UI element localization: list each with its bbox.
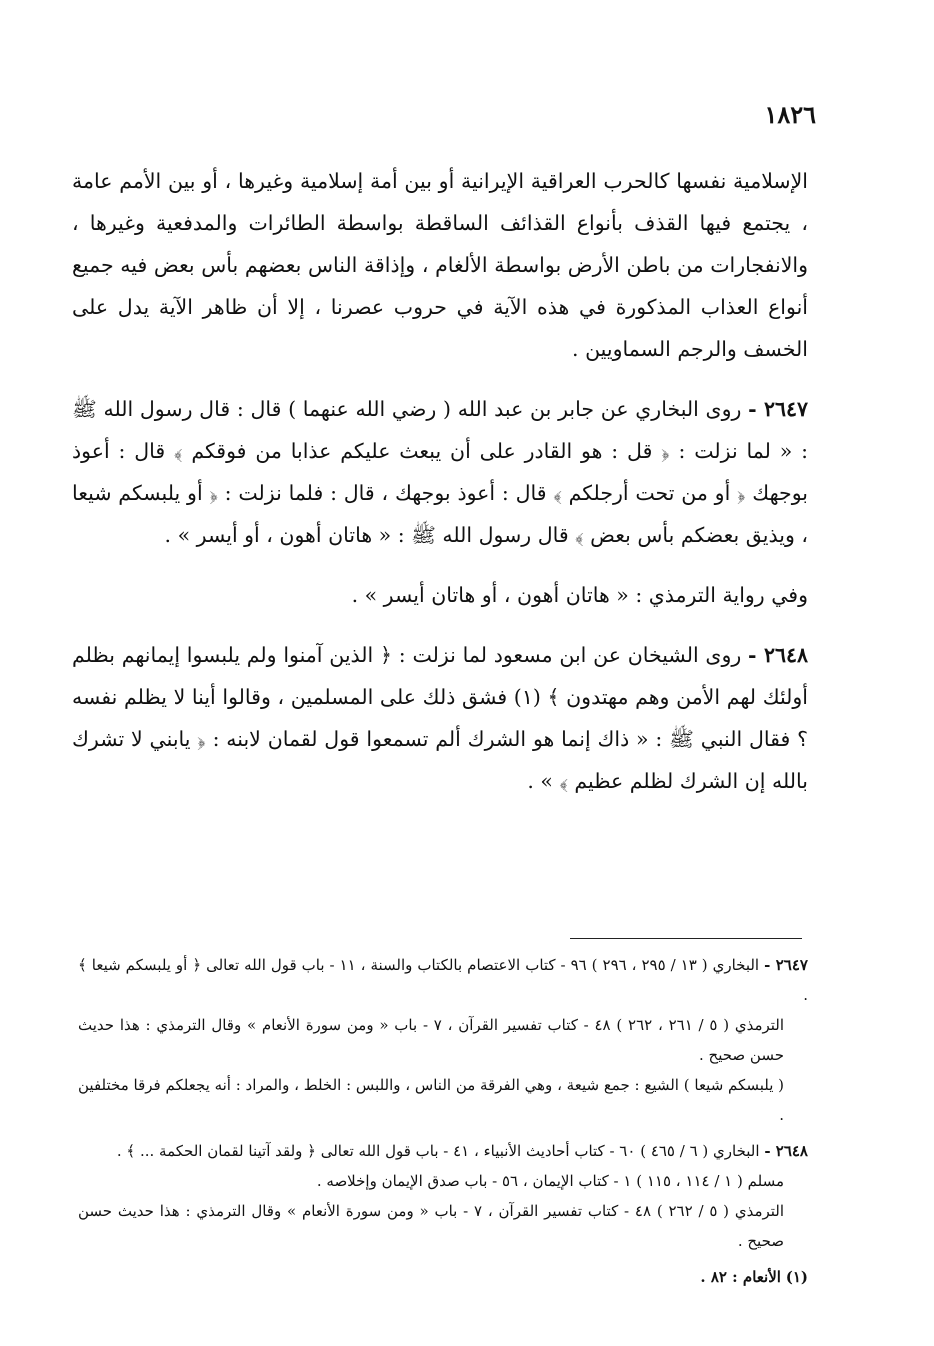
- footnote-number: ٢٦٤٧ -: [764, 956, 808, 974]
- hadith-text: روى الشيخان عن ابن مسعود لما نزلت : ﴿ الذين آمنوا ولم يلبسوا إيمانهم بظلم أولئك لهم الأمن وهم مهتدون ﴾ (١) فشق ذلك على المسلمين ، وقالوا أينا لا يظلم نفسه ؟ فقال النبي ﷺ : « ذاك إنما هو الشرك ألم تسمعوا قول لقمان لابنه : ﴿ يابني لا تشرك بالله إن الشرك لظلم عظيم ﴾ » .: [72, 643, 808, 793]
- footnote-number: (١): [785, 1268, 808, 1286]
- footnote-line: الترمذي ( ٥ / ٢٦٢ ) ٤٨ - كتاب تفسير القرآن ، ٧ - باب « ومن سورة الأنعام » وقال الترمذي : هذا حديث حسن صحيح .: [78, 1202, 785, 1250]
- footnote-1: [78, 1262, 808, 1292]
- footnote-2647: [78, 950, 808, 1130]
- intro-paragraph: الإسلامية نفسها كالحرب العراقية الإيرانية أو بين أمة إسلامية وغيرها ، أو بين الأمم عامة ، يجتمع فيها القذف بأنواع القذائف الساقطة بواسطة الطائرات والمدفعية وغيرها ، والانفجارات من باطن الأرض بواسطة الألغام ، وإذاقة الناس بعضهم بأس بعض فيه جميع أنواع العذاب المذكورة في هذه الآية في حروب عصرنا ، إلا أن ظاهر الآية يدل على الخسف والرجم السماويين .: [72, 169, 808, 361]
- hadith-2647: [72, 388, 808, 556]
- footnote-line: ( يلبسكم شيعا ) الشيع : جمع شيعة ، وهي الفرقة من الناس ، واللبس : الخلط ، والمراد : أنه يجعلكم فرقا مختلفين .: [78, 1076, 784, 1124]
- footnote-line: البخاري ( ٦ / ٤٦٥ ) ٦٠ - كتاب أحاديث الأنبياء ، ٤١ - باب قول الله تعالى ﴿ ولقد آتينا لقمان الحكمة ... ﴾ .: [116, 1142, 760, 1160]
- hadith-text: روى البخاري عن جابر بن عبد الله ( رضي الله عنهما ) قال : قال رسول الله ﷺ : « لما نزلت : ﴿ قل : هو القادر على أن يبعث عليكم عذابا من فوقكم ﴾ قال : أعوذ بوجهك ﴿ أو من تحت أرجلكم ﴾ قال : أعوذ بوجهك ، قال : فلما نزلت : ﴿ أو يلبسكم شيعا ، ويذيق بعضكم بأس بعض ﴾ قال رسول الله ﷺ : « هاتان أهون ، أو أيسر » .: [72, 397, 808, 547]
- footnote-separator: [570, 938, 802, 939]
- hadith-number: ٢٦٤٨ -: [748, 643, 808, 667]
- hadith-2648: [72, 634, 808, 802]
- footnote-line: البخاري ( ١٣ / ٢٩٥ ، ٢٩٦ ) ٩٦ - كتاب الاعتصام بالكتاب والسنة ، ١١ - باب قول الله تعالى ﴿ أو يلبسكم شيعا ﴾ .: [78, 956, 808, 1004]
- footnote-line: الترمذي ( ٥ / ٢٦١ ، ٢٦٢ ) ٤٨ - كتاب تفسير القرآن ، ٧ - باب « ومن سورة الأنعام » وقال الترمذي : هذا حديث حسن صحيح .: [78, 1016, 785, 1064]
- main-text: [72, 160, 808, 820]
- footnote-line: مسلم ( ١ / ١١٤ ، ١١٥ ) ١ - كتاب الإيمان ، ٥٦ - باب صدق الإيمان وإخلاصه .: [316, 1172, 784, 1190]
- tirmidhi-narration: وفي رواية الترمذي : « هاتان أهون ، أو هاتان أيسر » .: [351, 583, 808, 607]
- footnote-number: ٢٦٤٨ -: [764, 1142, 808, 1160]
- page-number: ١٨٢٦: [764, 100, 816, 129]
- footnote-line: الأنعام : ٨٢ .: [700, 1268, 781, 1286]
- hadith-number: ٢٦٤٧ -: [748, 397, 808, 421]
- footnote-2648: [78, 1136, 808, 1256]
- footnotes: [78, 950, 808, 1298]
